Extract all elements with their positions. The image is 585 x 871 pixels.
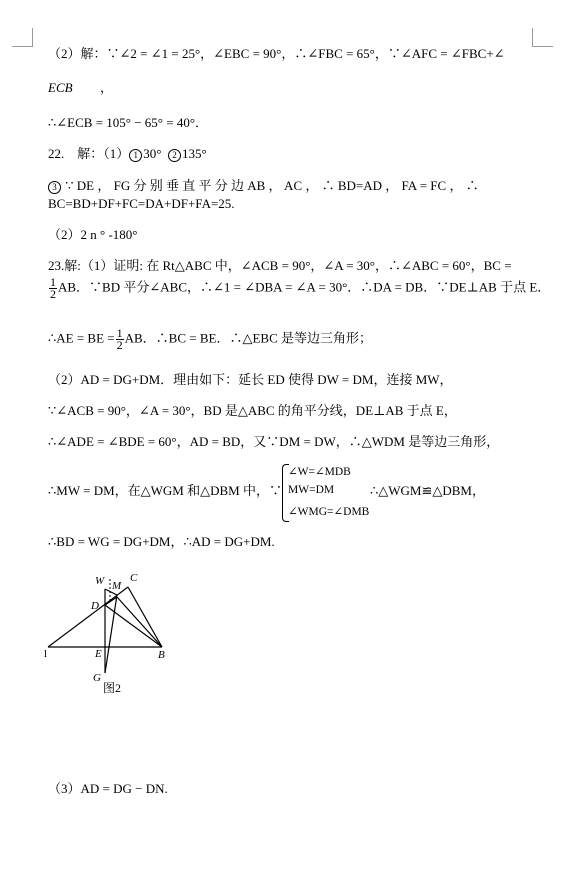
question-22-part2: （2）2 n ° -180°	[48, 227, 138, 242]
question-23-line3	[48, 328, 372, 351]
page-corner-top-left	[12, 28, 33, 47]
system-line-3: ∠WMG=∠DMB	[288, 506, 370, 518]
question-23-line2-text: AB．∵BD 平分∠ABC，∴∠1 = ∠DBA = ∠A = 30°．∴DA = DB．∵DE⊥AB 于点 E．	[58, 279, 551, 295]
question-23-part2-conclusion: ∴BD = WG = DG+DM，∴AD = DG+DM.	[48, 534, 275, 549]
question-22-reason-text: ∵ DE ， FG 分 别 垂 直 平 分 边 AB ， AC ， ∴ BD=AD ， FA = FC ， ∴	[65, 178, 479, 193]
label-D: D	[91, 600, 99, 612]
label-A: l	[44, 648, 48, 660]
segment-AC	[48, 587, 128, 647]
question-23-part2-line1: （2）AD = DG+DM．理由如下：延长 ED 使得 DW = DM，连接 MW，	[48, 372, 453, 387]
system-line-1: ∠W=∠MDB	[288, 466, 351, 478]
circled-number-1: 1	[129, 149, 142, 162]
system-line-2: MW=DM	[288, 484, 335, 496]
label-G: G	[93, 672, 101, 684]
label-W: W	[95, 575, 105, 587]
geometry-figure	[40, 565, 190, 705]
question-23-line2	[48, 277, 550, 300]
question-22-lead: 解：（1）	[77, 146, 130, 161]
answer-135: 135°	[181, 146, 207, 161]
label-E: E	[95, 648, 102, 660]
page-corner-top-right	[532, 28, 553, 47]
label-C: C	[130, 572, 138, 584]
question-22-sum: BC=BD+DF+FC=DA+DF+FA=25.	[48, 196, 235, 211]
solution-part2-line1: （2）解：∵∠2 = ∠1 = 25°，∠EBC = 90°，∴∠FBC = 65°，∵∠AFC = ∠FBC+∠	[48, 46, 505, 61]
solution-part2-line3: ∴∠ECB = 105° − 65° = 40°．	[48, 115, 209, 130]
fraction-one-half: $\frac{1}{2}$	[50, 275, 56, 301]
question-23-part3: （3）AD = DG − DN.	[48, 781, 168, 796]
question-23-congruence-result: ∴△WGM≌△DBM，	[370, 483, 485, 498]
label-B: B	[158, 649, 165, 661]
segment-DB	[105, 605, 162, 647]
circled-number-2: 2	[168, 149, 181, 162]
question-22-part1-reason	[48, 178, 479, 194]
segment-CB	[128, 587, 162, 647]
congruence-system	[282, 464, 372, 520]
answer-30: 30°	[143, 146, 162, 161]
circled-number-3: 3	[48, 181, 61, 194]
solution-part2-comma: ，	[100, 80, 114, 95]
question-23-line3-right: AB．∴BC = BE．∴△EBC 是等边三角形；	[124, 330, 372, 346]
question-23-part2-line2: ∵∠ACB = 90°，∠A = 30°，BD 是△ABC 的角平分线，DE⊥AB 于点 E，	[48, 403, 457, 418]
label-M: M	[112, 580, 122, 592]
segment-MB	[117, 597, 162, 647]
question-23-line1: 23.解:（1）证明: 在 Rt△ABC 中，∠ACB = 90°，∠A = 30°，∴∠ABC = 60°，BC =	[48, 258, 512, 273]
figure-caption: 图2	[103, 681, 122, 695]
question-22-part1	[48, 146, 207, 162]
question-23-part2-line3: ∴∠ADE = ∠BDE = 60°，AD = BD，又∵DM = DW，∴△WDM 是等边三角形，	[48, 434, 500, 449]
question-23-part2-line4: ∴MW = DM，在△WGM 和△DBM 中，∵	[48, 483, 282, 498]
fraction-one-half-2: $\frac{1}{2}$	[116, 326, 123, 352]
question-22-number: 22.	[48, 146, 65, 161]
question-23-line3-left: ∴AE = BE =	[48, 330, 115, 346]
solution-part2-line2: ECB	[48, 80, 73, 95]
